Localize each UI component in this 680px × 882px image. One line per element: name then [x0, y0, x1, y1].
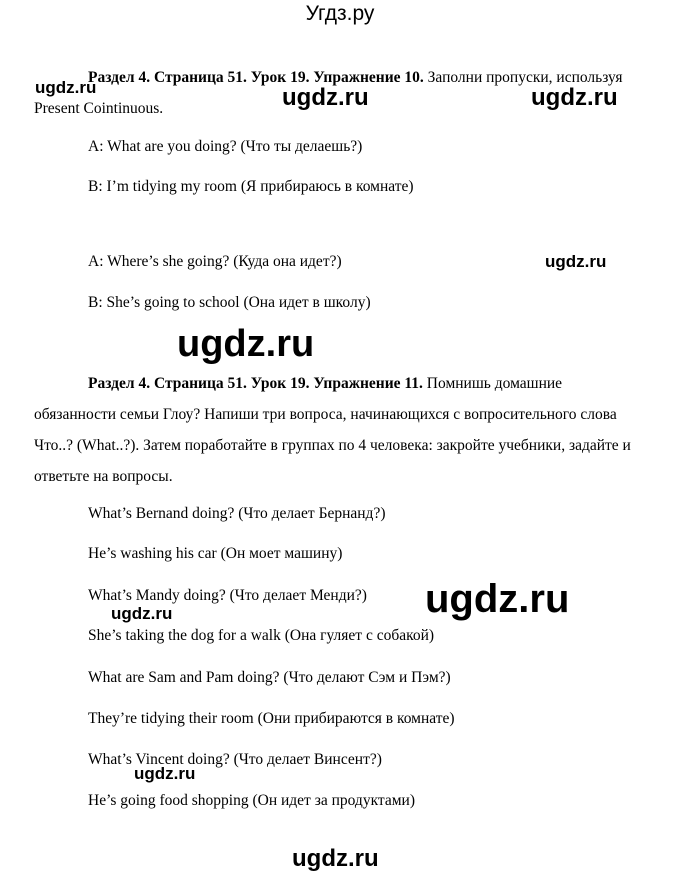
watermark: ugdz.ru — [531, 84, 618, 111]
site-title: Угдз.ру — [305, 2, 375, 25]
watermark: ugdz.ru — [545, 252, 607, 271]
answer-line-5: What are Sam and Pam doing? (Что делают Сэм и Пэм?) — [88, 669, 451, 686]
answer-line-6: They’re tidying their room (Они прибираются в комнате) — [88, 710, 455, 727]
watermark: ugdz.ru — [282, 84, 369, 111]
watermark: ugdz.ru — [292, 845, 379, 872]
answer-line-2: He’s washing his car (Он моет машину) — [88, 545, 343, 562]
dialog-1-line-b: B: I’m tidying my room (Я прибираюсь в комнате) — [88, 178, 414, 195]
exercise-10-heading: Раздел 4. Страница 51. Урок 19. Упражнение 10. — [88, 69, 424, 86]
watermark: ugdz.ru — [134, 764, 196, 783]
exercise-11-task — [34, 368, 644, 492]
dialog-2-line-a: A: Where’s she going? (Куда она идет?) — [88, 253, 342, 270]
exercise-11-heading: Раздел 4. Страница 51. Урок 19. Упражнение 11. — [88, 375, 423, 392]
answer-line-8: He’s going food shopping (Он идет за продуктами) — [88, 792, 415, 809]
exercise-11-text: Помнишь домашние обязанности семьи Глоу? Напиши три вопроса, начинающихся с вопросительного слова Что..? (What..?). Затем поработайте в группах по 4 человека: закройте учебники, задайте и ответьте на вопросы. — [34, 375, 631, 485]
exercise-10-text: Заполни пропуски, используя Present Cointinuous. — [34, 69, 623, 117]
answer-line-3: What’s Mandy doing? (Что делает Менди?) — [88, 587, 367, 604]
answer-line-4: She’s taking the dog for a walk (Она гуляет с собакой) — [88, 627, 435, 644]
watermark: ugdz.ru — [35, 78, 97, 97]
answer-line-7: What’s Vincent doing? (Что делает Винсент?) — [88, 751, 382, 768]
answer-line-1: What’s Bernand doing? (Что делает Бернанд?) — [88, 505, 386, 522]
watermark: ugdz.ru — [111, 604, 173, 623]
dialog-2-line-b: B: She’s going to school (Она идет в школу) — [88, 294, 371, 311]
watermark: ugdz.ru — [177, 323, 315, 365]
dialog-1-line-a: A: What are you doing? (Что ты делаешь?) — [88, 138, 363, 155]
watermark: ugdz.ru — [425, 577, 570, 621]
